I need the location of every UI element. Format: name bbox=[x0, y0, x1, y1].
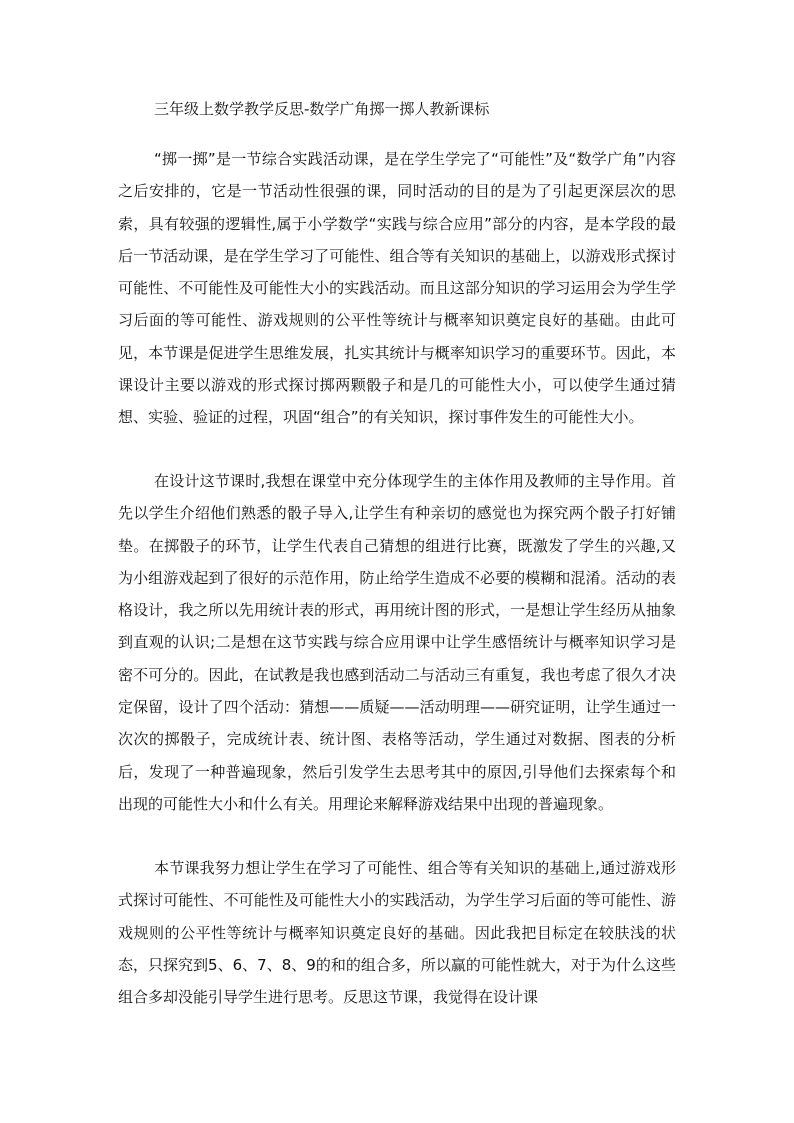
paragraph-3: 本节课我努力想让学生在学习了可能性、组合等有关知识的基础上,通过游戏形式探讨可能性、不可能性及可能性大小的实践活动，为学生学习后面的等可能性、游戏规则的公平性等统计与概率知识奠定良好的基础。因此我把目标定在较肤浅的状态，只探究到5、6、7、8、9的和的组合多，所以赢的可能性就大，对于为什么这些组合多却没能引导学生进行思考。反思这节课，我觉得在设计课 bbox=[118, 859, 676, 1007]
document-title: 三年级上数学教学反思-数学广角掷一掷人教新课标 bbox=[154, 100, 490, 118]
paragraph-2: 在设计这节课时,我想在课堂中充分体现学生的主体作用及教师的主导作用。首先以学生介绍他们熟悉的骰子导入,让学生有种亲切的感觉也为探究两个骰子打好铺垫。在掷骰子的环节，让学生代表自己猜想的组进行比赛，既激发了学生的兴趣,又为小组游戏起到了很好的示范作用，防止给学生造成不必要的模糊和混淆。活动的表格设计，我之所以先用统计表的形式，再用统计图的形式，一是想让学生经历从抽象到直观的认识;二是想在这节实践与综合应用课中让学生感悟统计与概率知识学习是密不可分的。因此，在试教是我也感到活动二与活动三有重复，我也考虑了很久才决定保留，设计了四个活动：猜想——质疑——活动明理——研究证明，让学生通过一次次的掷骰子，完成统计表、统计图、表格等活动，学生通过对数据、图表的分析后，发现了一种普遍现象，然后引发学生去思考其中的原因,引导他们去探索每个和出现的可能性大小和什么有关。用理论来解释游戏结果中出现的普遍现象。 bbox=[118, 472, 676, 813]
paragraph-1: “掷一掷”是一节综合实践活动课，是在学生学完了“可能性”及“数学广角”内容之后安排的，它是一节活动性很强的课，同时活动的目的是为了引起更深层次的思索，具有较强的逻辑性,属于小学数学“实践与综合应用”部分的内容，是本学段的最后一节活动课，是在学生学习了可能性、组合等有关知识的基础上，以游戏形式探讨可能性、不可能性及可能性大小的实践活动。而且这部分知识的学习运用会为学生学习后面的等可能性、游戏规则的公平性等统计与概率知识奠定良好的基础。由此可见，本节课是促进学生思维发展，扎实其统计与概率知识学习的重要环节。因此，本课设计主要以游戏的形式探讨掷两颗骰子和是几的可能性大小，可以使学生通过猜想、实验、验证的过程，巩固“组合”的有关知识，探讨事件发生的可能性大小。 bbox=[118, 150, 676, 427]
